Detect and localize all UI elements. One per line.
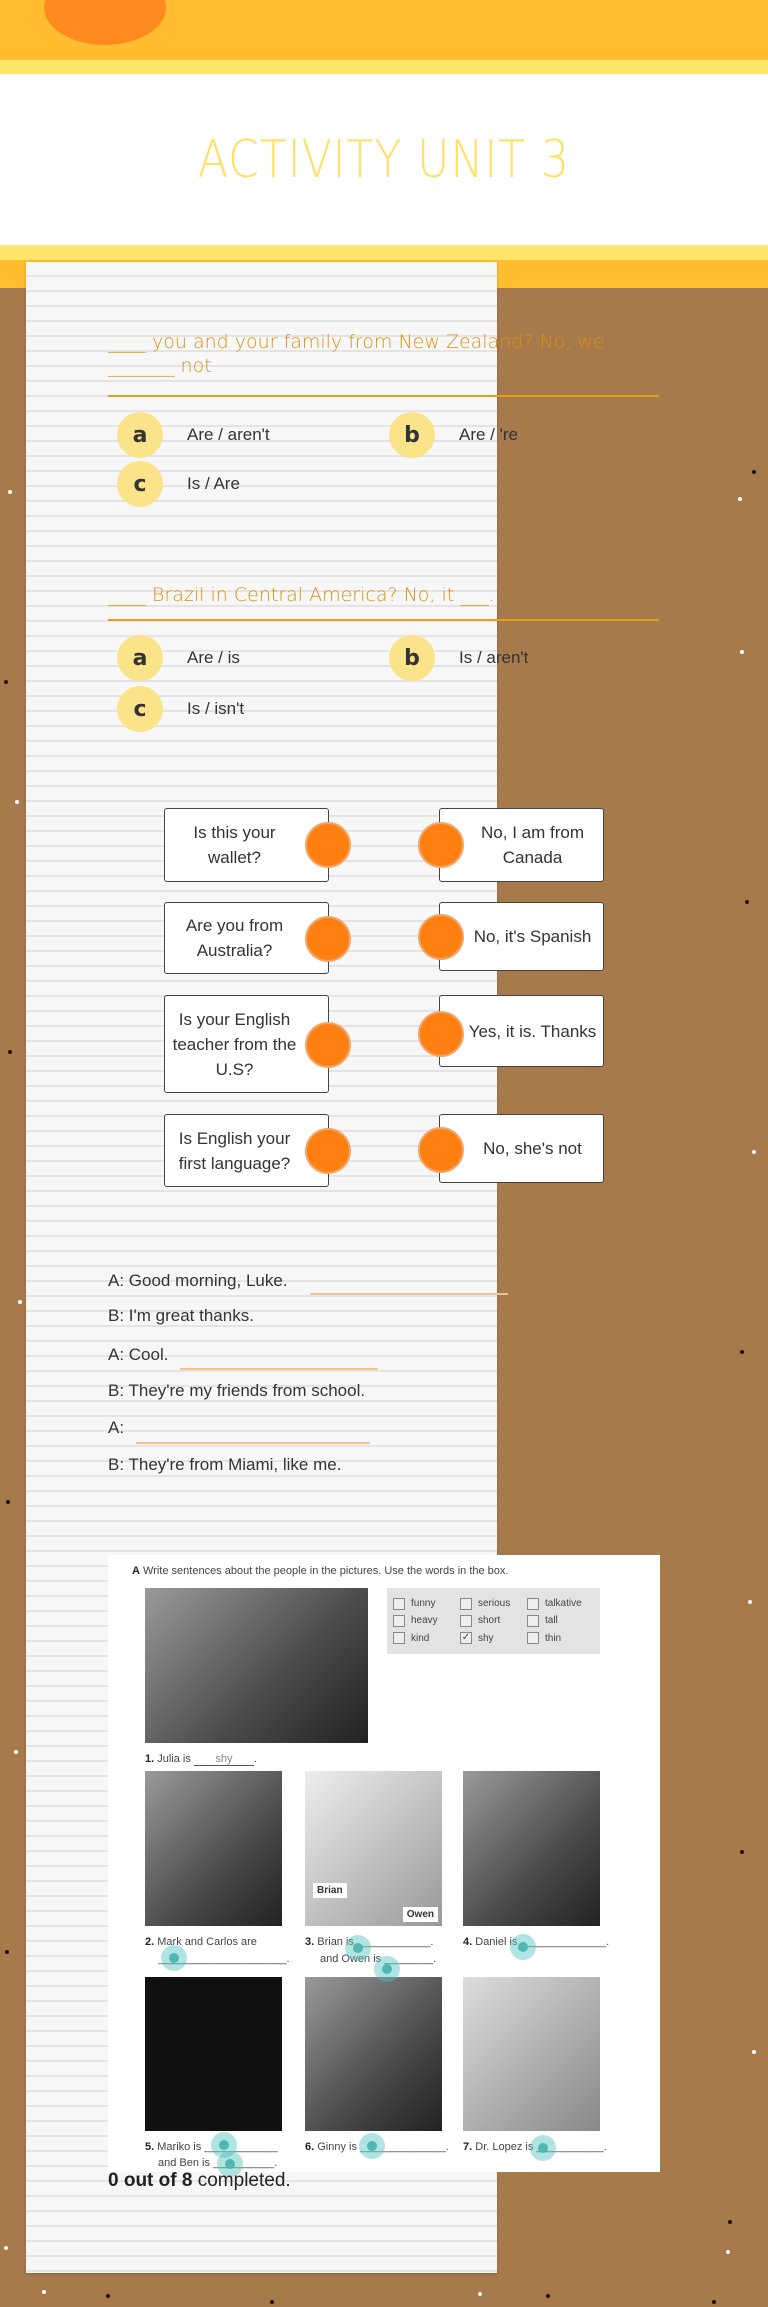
divider xyxy=(108,619,659,621)
photo-mark-carlos xyxy=(145,1771,282,1926)
background-dot xyxy=(42,2290,46,2294)
stripe xyxy=(0,60,768,74)
q2-option-c[interactable] xyxy=(117,686,244,732)
checkbox-icon xyxy=(527,1598,539,1610)
match-handle-right-3[interactable] xyxy=(418,1011,464,1057)
dialogue-blank-3[interactable] xyxy=(136,1442,370,1444)
option-badge: c xyxy=(117,686,163,732)
checkbox-icon xyxy=(393,1632,405,1644)
option-label: Is / aren't xyxy=(459,648,529,667)
match-handle-left-1[interactable] xyxy=(305,822,351,868)
completion-status xyxy=(108,2170,291,2192)
background-dot xyxy=(752,1150,756,1154)
background-dot xyxy=(738,497,742,501)
match-left-2[interactable]: Are you from Australia? xyxy=(164,902,329,974)
item-text: Daniel is xyxy=(475,1936,518,1948)
word-option xyxy=(393,1613,460,1628)
dialogue-blank-2[interactable] xyxy=(180,1368,378,1370)
background-dot xyxy=(15,800,19,804)
q1-option-a[interactable] xyxy=(117,412,270,458)
photo-daniel xyxy=(463,1771,600,1926)
q2-option-b[interactable] xyxy=(389,635,528,681)
item-number: 4. xyxy=(463,1936,473,1948)
word-label: tall xyxy=(545,1615,558,1627)
stripe xyxy=(0,245,768,260)
word-option xyxy=(527,1596,594,1611)
match-handle-right-4[interactable] xyxy=(418,1127,464,1173)
item-number: 6. xyxy=(305,2141,315,2153)
word-option xyxy=(393,1596,460,1611)
background-dot xyxy=(748,1600,752,1604)
checkbox-icon xyxy=(460,1615,472,1627)
word-label: funny xyxy=(411,1598,436,1610)
match-right-4[interactable]: No, she's not xyxy=(439,1114,604,1183)
photo-children xyxy=(145,1588,368,1743)
option-label: Are / aren't xyxy=(187,425,270,444)
match-right-1[interactable]: No, I am from Canada xyxy=(439,808,604,882)
label-brian: Brian xyxy=(313,1883,347,1898)
match-handle-left-2[interactable] xyxy=(305,916,351,962)
background-dot xyxy=(8,490,12,494)
background-dot xyxy=(4,680,8,684)
drop-target-2[interactable] xyxy=(161,1945,187,1971)
dialogue-line: A: xyxy=(108,1418,125,1437)
word-option xyxy=(460,1631,527,1646)
word-label: serious xyxy=(478,1598,511,1610)
background-dot xyxy=(726,2250,730,2254)
checkbox-icon xyxy=(393,1615,405,1627)
drop-target-7[interactable] xyxy=(530,2135,556,2161)
item-text: Mariko is xyxy=(157,2141,202,2153)
option-badge: b xyxy=(389,635,435,681)
item-text: Mark and Carlos are xyxy=(157,1936,257,1948)
example-answer: shy xyxy=(194,1753,254,1766)
item-number: 5. xyxy=(145,2141,155,2153)
page-title: ACTIVITY UNIT 3 xyxy=(197,129,571,190)
photo-ginny xyxy=(305,1977,442,2131)
background-dot xyxy=(752,2050,756,2054)
drop-target-3a[interactable] xyxy=(345,1935,371,1961)
option-badge: a xyxy=(117,412,163,458)
match-left-3[interactable]: Is your English teacher from the U.S? xyxy=(164,995,329,1093)
drop-target-4[interactable] xyxy=(510,1934,536,1960)
option-label: Are / is xyxy=(187,648,240,667)
dialogue-line: B: They're from Miami, like me. xyxy=(108,1455,342,1474)
item-text: Dr. Lopez is xyxy=(475,2141,534,2153)
match-handle-left-4[interactable] xyxy=(305,1128,351,1174)
option-badge: b xyxy=(389,412,435,458)
instruction-letter: A xyxy=(132,1565,140,1577)
match-handle-right-2[interactable] xyxy=(418,914,464,960)
background-dot xyxy=(18,1300,22,1304)
drop-target-3b[interactable] xyxy=(374,1956,400,1982)
item-text: and Ben is xyxy=(158,2157,210,2169)
dialogue-line: A: Cool. xyxy=(108,1345,169,1364)
checkbox-icon xyxy=(460,1598,472,1610)
dialogue-line: A: Good morning, Luke. xyxy=(108,1271,288,1290)
word-label: talkative xyxy=(545,1598,582,1610)
drop-target-6[interactable] xyxy=(359,2133,385,2159)
match-handle-right-1[interactable] xyxy=(418,822,464,868)
question-1-text: ____ you and your family from New Zealand? No, we _______ not xyxy=(108,331,605,377)
photo-dr-lopez xyxy=(463,1977,600,2131)
dialogue-line: B: They're my friends from school. xyxy=(108,1381,366,1400)
word-option xyxy=(527,1631,594,1646)
background-dot xyxy=(546,2294,550,2298)
word-box xyxy=(387,1588,600,1654)
item-number: 2. xyxy=(145,1936,155,1948)
background-dot xyxy=(740,650,744,654)
match-handle-left-3[interactable] xyxy=(305,1022,351,1068)
background-dot xyxy=(5,1950,9,1954)
word-label: short xyxy=(478,1615,501,1627)
background-dot xyxy=(740,1850,744,1854)
item-number: 7. xyxy=(463,2141,473,2153)
checkbox-icon xyxy=(527,1615,539,1627)
word-option xyxy=(393,1631,460,1646)
background-dot xyxy=(745,900,749,904)
background-dot xyxy=(8,1050,12,1054)
option-label: Is / Are xyxy=(187,474,240,493)
photo-mariko-ben xyxy=(145,1977,282,2131)
word-label: shy xyxy=(478,1632,494,1644)
checkbox-icon xyxy=(527,1632,539,1644)
word-option xyxy=(460,1613,527,1628)
checkbox-icon: ✓ xyxy=(461,1632,471,1644)
item-number: 3. xyxy=(305,1936,315,1948)
completed-count: 0 out of 8 xyxy=(108,2170,193,2191)
word-label: kind xyxy=(411,1632,430,1644)
q1-option-b[interactable] xyxy=(389,412,518,458)
background-dot xyxy=(106,2294,110,2298)
option-badge: c xyxy=(117,461,163,507)
background-dot xyxy=(712,2300,716,2304)
word-label: thin xyxy=(545,1632,562,1644)
option-badge: a xyxy=(117,635,163,681)
dialogue-blank-1[interactable] xyxy=(310,1293,508,1295)
header xyxy=(0,74,768,245)
background-dot xyxy=(6,1500,10,1504)
question-2-text: ____ Brazil in Central America? No, it ___. xyxy=(108,584,495,606)
completed-suffix: completed. xyxy=(192,2170,291,2191)
q1-option-c[interactable] xyxy=(117,461,240,507)
item-text: Julia is xyxy=(157,1753,191,1765)
q2-option-a[interactable] xyxy=(117,635,240,681)
instruction-text: Write sentences about the people in the pictures. Use the words in the box. xyxy=(143,1565,509,1577)
match-right-3[interactable]: Yes, it is. Thanks xyxy=(439,995,604,1067)
photo-brian-owen xyxy=(305,1771,442,1926)
word-option xyxy=(460,1596,527,1611)
background-dot xyxy=(740,1350,744,1354)
background-dot xyxy=(14,1750,18,1754)
word-label: heavy xyxy=(411,1615,438,1627)
divider xyxy=(108,395,659,397)
match-left-1[interactable]: Is this your wallet? xyxy=(164,808,329,882)
dialogue-line: B: I'm great thanks. xyxy=(108,1306,254,1325)
item-number: 1. xyxy=(145,1753,155,1765)
worksheet-image: A Write sentences about the people in the pictures. Use the words in the box. funny serious talkative heavy short tall kind ✓ shy thin 1. Julia is shy . Brian Owen 2. Mark and Carlos are 3. Brian is ____________. and Owen is ________. 4. Daniel is ______________. _____________________. 5. Mariko is ____________ and Ben is __________. 6. Ginny is ______________. 7. Dr. Lopez is ___________. xyxy=(108,1555,660,2172)
item-text: Ginny is xyxy=(317,2141,357,2153)
background-dot xyxy=(4,2246,8,2250)
background-dot xyxy=(752,470,756,474)
label-owen: Owen xyxy=(403,1907,438,1922)
background-dot xyxy=(478,2292,482,2296)
background-dot xyxy=(728,2220,732,2224)
match-right-2[interactable]: No, it's Spanish xyxy=(439,902,604,971)
word-option xyxy=(527,1613,594,1628)
checkbox-icon xyxy=(393,1598,405,1610)
item-text: Brian is xyxy=(317,1936,354,1948)
option-label: Is / isn't xyxy=(187,699,245,718)
item-text: and Owen is xyxy=(320,1953,382,1965)
match-left-4[interactable]: Is English your first language? xyxy=(164,1114,329,1187)
option-label: Are / 're xyxy=(459,425,518,444)
background-dot xyxy=(270,2300,274,2304)
